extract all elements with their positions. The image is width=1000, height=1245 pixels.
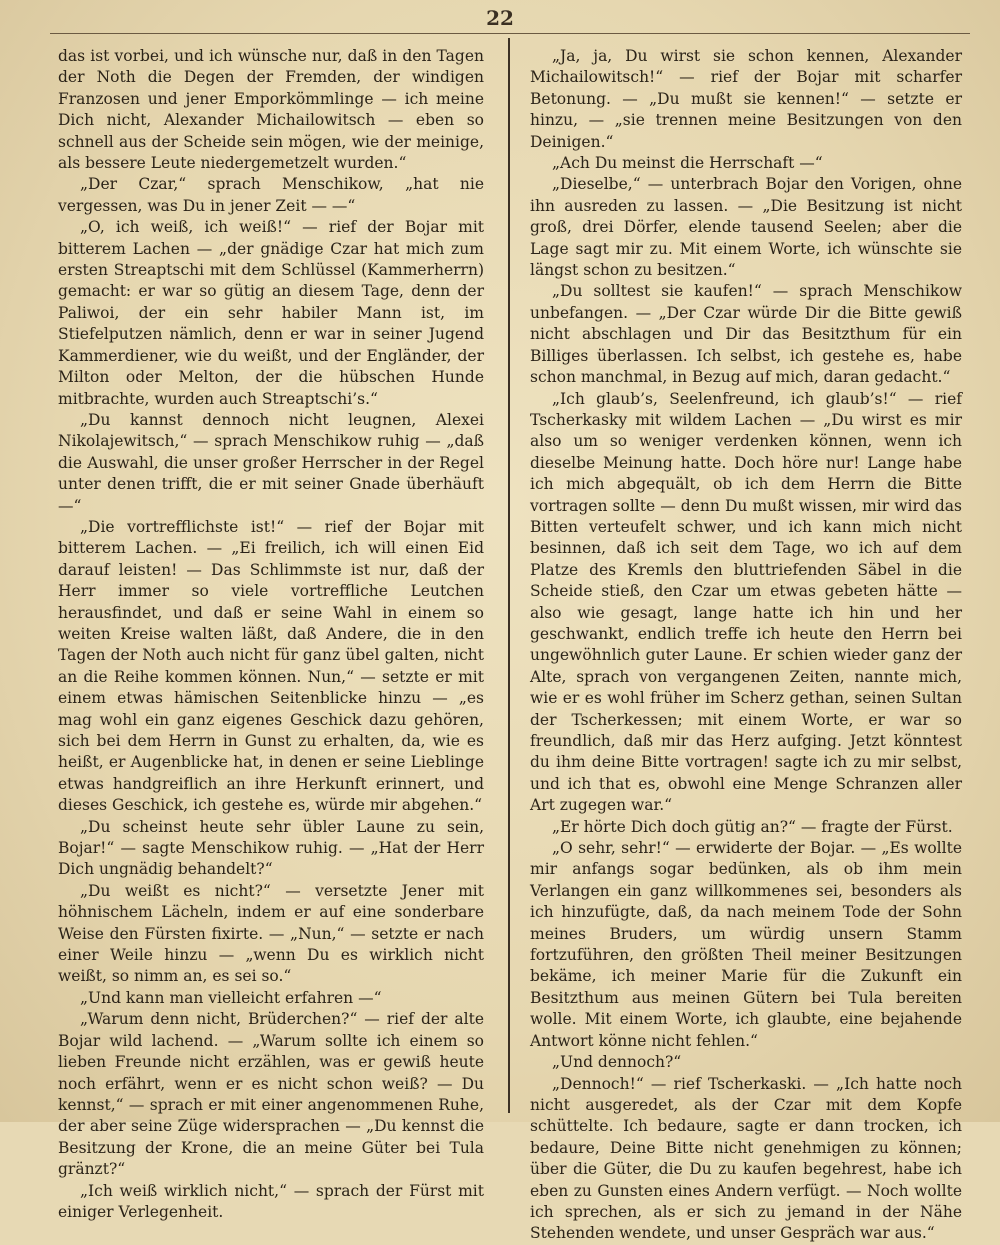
paragraph: „Dieselbe,“ — unterbrach Bojar den Vorigen, ohne ihn ausreden zu lassen. — „Die Besitzung ist nicht groß, drei Dörfer, elende tausend Seelen; aber die Lage sagt mir zu. Mit einem Worte, ich wünschte sie längst schon zu besitzen.“ (530, 175, 962, 280)
paragraph: „O, ich weiß, ich weiß!“ — rief der Bojar mit bitterem Lachen — „der gnädige Czar hat mich zum ersten Streaptschi mit dem Schlüssel (Kammerherrn) gemacht: er war so gütig an diesem Tage, denn der Paliwoi, der ein sehr habiler Mann ist, im Stiefelputzen nämlich, denn er war in seiner Jugend Kammerdiener, wie du weißt, und der Engländer, der Milton oder Melton, der die hübschen Hunde mitbrachte, wurden auch Streaptschi’s.“ (58, 218, 484, 408)
paragraph: „Du kannst dennoch nicht leugnen, Alexei Nikolajewitsch,“ — sprach Menschikow ruhig — „daß die Auswahl, die unser großer Herrscher in der Regel unter denen trifft, die er mit seiner Gnade überhäuft —“ (58, 410, 484, 515)
paragraph: „Ach Du meinst die Herrschaft —“ (552, 154, 823, 173)
paragraph: „Du weißt es nicht?“ — versetzte Jener mit höhnischem Lächeln, indem er auf eine sonderbare Weise den Fürsten fixirte. — „Nun,“ — setzte er nach einer Weile hinzu — „wenn Du es wirklich nicht weißt, so nimm an, es sei so.“ (58, 881, 484, 986)
right-column (530, 46, 962, 1243)
column-divider (508, 38, 510, 1113)
paragraph: „Du scheinst heute sehr übler Laune zu sein, Bojar!“ — sagte Menschikow ruhig. — „Hat der Herr Dich ungnädig behandelt?“ (58, 817, 484, 879)
paragraph: „Du solltest sie kaufen!“ — sprach Menschikow unbefangen. — „Der Czar würde Dir die Bitte gewiß nicht abschlagen und Dir das Besitzthum für ein Billiges überlassen. Ich selbst, ich gestehe es, habe schon manchmal, in Bezug auf mich, daran gedacht.“ (530, 282, 962, 387)
paragraph: „Ich weiß wirklich nicht,“ — sprach der Fürst mit einiger Verlegenheit. (58, 1181, 484, 1221)
paragraph: „Er hörte Dich doch gütig an?“ — fragte der Fürst. (552, 817, 953, 836)
header-rule (50, 33, 970, 34)
paragraph: „O sehr, sehr!“ — erwiderte der Bojar. — „Es wollte mir anfangs sogar bedünken, als ob ihm mein Verlangen ein ganz willkommenes sei, besonders als ich hinzufügte, daß, da nach meinem Tode der Sohn meines Bruders, um würdig unsern Stamm fortzuführen, den größten Theil meiner Besitzungen bekäme, ich meiner Marie für die Zukunft ein Besitzthum aus meinen Gütern bei Tula bereiten wolle. Mit einem Worte, ich glaubte, eine bejahende Antwort könne nicht fehlen.“ (530, 839, 962, 1050)
page-number: 22 (486, 6, 514, 30)
paragraph: „Die vortrefflichste ist!“ — rief der Bojar mit bitterem Lachen. — „Ei freilich, ich will einen Eid darauf leisten! — Das Schlimmste ist nur, daß der Herr immer so viele vortreffliche Leutchen herausfindet, und daß er seine Wahl in einem so weiten Kreise walten läßt, daß Andere, die in den Tagen der Noth auch nicht für ganz übel galten, nicht an die Reihe kommen können. Nun,“ — setzte er mit einem etwas hämischen Seitenblicke hinzu — „es mag wohl ein ganz eigenes Geschick dazu gehören, sich bei dem Herrn in Gunst zu erhalten, da, wie es heißt, er Augenblicke hat, in denen er seine Lieblinge etwas handgreiflich an ihre Herkunft erinnert, und dieses Geschick, ich gestehe es, würde mir abgehen.“ (58, 517, 484, 815)
paragraph: das ist vorbei, und ich wünsche nur, daß in den Tagen der Noth die Degen der Fremden, der windigen Franzosen und jener Emporkömmlinge — ich meine Dich nicht, Alexander Michailowitsch — eben so schnell aus der Scheide sein mögen, wie der meinige, als bessere Leute niedergemetzelt wurden.“ (58, 47, 484, 173)
paragraph: „Warum denn nicht, Brüderchen?“ — rief der alte Bojar wild lachend. — „Warum sollte ich einem so lieben Freunde nicht erzählen, was er gewiß heute noch erfährt, wenn er es nicht schon weiß? — Du kennst,“ — sprach er mit einer angenommenen Ruhe, der aber seine Züge widersprachen — „Du kennst die Besitzung der Krone, die an meine Güter bei Tula gränzt?“ (58, 1010, 484, 1179)
paragraph: „Ja, ja, Du wirst sie schon kennen, Alexander Michailowitsch!“ — rief der Bojar mit scharfer Betonung. — „Du mußt sie kennen!“ — setzte er hinzu, — „sie trennen meine Besitzungen von den Deinigen.“ (530, 47, 962, 151)
paragraph: „Und dennoch?“ (552, 1053, 682, 1072)
paragraph: „Dennoch!“ — rief Tscherkaski. — „Ich hatte noch nicht ausgeredet, als der Czar mit dem Kopfe schüttelte. Ich bedaure, sagte er dann trocken, ich bedaure, Deine Bitte nicht genehmigen zu können; über die Güter, die Du zu kaufen begehrest, habe ich eben zu Gunsten eines Andern verfügt. — Noch wollte ich sprechen, als er sich zu jemand in der Nähe Stehenden wendete, und unser Gespräch war aus.“ (530, 1074, 962, 1243)
left-column (58, 46, 484, 1221)
paragraph: „Ich glaub’s, Seelenfreund, ich glaub’s!“ — rief Tscherkasky mit wildem Lachen — „Du wirst es mir also um so weniger verdenken können, wenn ich dieselbe Meinung hatte. Doch höre nur! Lange habe ich mich abgequält, ob ich dem Herrn die Bitte vortragen sollte — denn Du mußt wissen, mir wird das Bitten verteufelt schwer, und ich kann mich nicht besinnen, daß ich seit dem Tage, wo ich auf dem Platze des Kremls den bluttriefenden Säbel in die Scheide stieß, den Czar um etwas gebeten hätte — also wie gesagt, lange hatte ich hin und her geschwankt, endlich treffe ich heute den Herrn bei ungewöhnlich guter Laune. Er schien wieder ganz der Alte, sprach von vergangenen Zeiten, nannte mich, wie er es wohl früher im Scherz gethan, seinen Sultan der Tscherkessen; mit einem Worte, er war so freundlich, daß mir das Herz aufging. Jetzt könntest du ihm deine Bitte vortragen! sagte ich zu mir selbst, und ich that es, obwohl eine Menge Schranzen aller Art zugegen war.“ (530, 389, 962, 815)
paragraph: „Der Czar,“ sprach Menschikow, „hat nie vergessen, was Du in jener Zeit — —“ (58, 175, 484, 215)
paragraph: „Und kann man vielleicht erfahren —“ (80, 988, 382, 1007)
